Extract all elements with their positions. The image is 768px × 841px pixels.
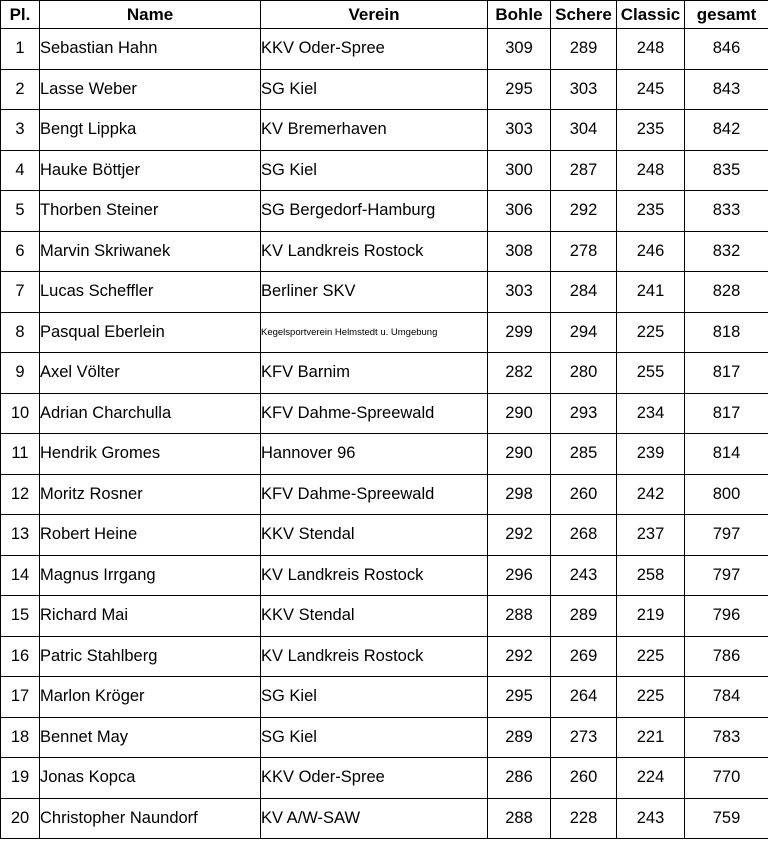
cell-bohle: 290 (488, 434, 551, 475)
cell-name: Richard Mai (40, 596, 261, 637)
cell-classic: 235 (617, 110, 685, 151)
cell-name: Christopher Naundorf (40, 798, 261, 839)
cell-bohle: 303 (488, 272, 551, 313)
cell-verein: SG Kiel (261, 150, 488, 191)
header-name: Name (40, 1, 261, 29)
cell-bohle: 289 (488, 717, 551, 758)
cell-classic: 234 (617, 393, 685, 434)
cell-gesamt: 817 (685, 353, 768, 394)
cell-name: Adrian Charchulla (40, 393, 261, 434)
cell-classic: 235 (617, 191, 685, 232)
cell-bohle: 292 (488, 636, 551, 677)
cell-gesamt: 784 (685, 677, 768, 718)
cell-place: 12 (1, 474, 40, 515)
cell-classic: 255 (617, 353, 685, 394)
cell-classic: 219 (617, 596, 685, 637)
cell-verein: SG Kiel (261, 677, 488, 718)
cell-place: 17 (1, 677, 40, 718)
cell-gesamt: 797 (685, 515, 768, 556)
cell-classic: 221 (617, 717, 685, 758)
cell-name: Hauke Böttjer (40, 150, 261, 191)
table-row (1, 555, 768, 596)
cell-verein: KV Bremerhaven (261, 110, 488, 151)
cell-schere: 260 (551, 474, 617, 515)
cell-schere: 294 (551, 312, 617, 353)
cell-bohle: 298 (488, 474, 551, 515)
table-row (1, 758, 768, 799)
cell-place: 18 (1, 717, 40, 758)
table-row (1, 717, 768, 758)
cell-schere: 304 (551, 110, 617, 151)
table-body (1, 29, 768, 839)
cell-gesamt: 818 (685, 312, 768, 353)
cell-bohle: 309 (488, 29, 551, 70)
cell-place: 16 (1, 636, 40, 677)
header-classic: Classic (617, 1, 685, 29)
table-row (1, 272, 768, 313)
cell-name: Sebastian Hahn (40, 29, 261, 70)
cell-bohle: 295 (488, 677, 551, 718)
cell-bohle: 295 (488, 69, 551, 110)
cell-bohle: 300 (488, 150, 551, 191)
cell-place: 11 (1, 434, 40, 475)
cell-bohle: 303 (488, 110, 551, 151)
cell-bohle: 292 (488, 515, 551, 556)
cell-bohle: 286 (488, 758, 551, 799)
table-row (1, 636, 768, 677)
header-bohle: Bohle (488, 1, 551, 29)
cell-schere: 228 (551, 798, 617, 839)
cell-place: 13 (1, 515, 40, 556)
cell-classic: 258 (617, 555, 685, 596)
cell-verein: SG Kiel (261, 717, 488, 758)
table-row (1, 150, 768, 191)
cell-schere: 278 (551, 231, 617, 272)
cell-verein: SG Bergedorf-Hamburg (261, 191, 488, 232)
cell-gesamt: 797 (685, 555, 768, 596)
cell-classic: 225 (617, 636, 685, 677)
cell-verein: KFV Dahme-Spreewald (261, 393, 488, 434)
cell-schere: 284 (551, 272, 617, 313)
cell-verein: KKV Stendal (261, 515, 488, 556)
cell-classic: 225 (617, 312, 685, 353)
cell-name: Lucas Scheffler (40, 272, 261, 313)
cell-place: 1 (1, 29, 40, 70)
cell-classic: 245 (617, 69, 685, 110)
cell-place: 15 (1, 596, 40, 637)
cell-gesamt: 846 (685, 29, 768, 70)
cell-schere: 260 (551, 758, 617, 799)
cell-name: Lasse Weber (40, 69, 261, 110)
cell-name: Bennet May (40, 717, 261, 758)
table-row (1, 434, 768, 475)
cell-gesamt: 835 (685, 150, 768, 191)
cell-gesamt: 814 (685, 434, 768, 475)
cell-verein: KKV Oder-Spree (261, 29, 488, 70)
cell-bohle: 282 (488, 353, 551, 394)
cell-verein: Berliner SKV (261, 272, 488, 313)
cell-name: Marvin Skriwanek (40, 231, 261, 272)
cell-name: Jonas Kopca (40, 758, 261, 799)
cell-verein: KV Landkreis Rostock (261, 555, 488, 596)
cell-classic: 243 (617, 798, 685, 839)
cell-bohle: 299 (488, 312, 551, 353)
cell-verein: KV Landkreis Rostock (261, 636, 488, 677)
cell-place: 8 (1, 312, 40, 353)
table-row (1, 474, 768, 515)
cell-gesamt: 800 (685, 474, 768, 515)
table-row (1, 231, 768, 272)
cell-classic: 246 (617, 231, 685, 272)
cell-gesamt: 796 (685, 596, 768, 637)
cell-schere: 285 (551, 434, 617, 475)
cell-gesamt: 770 (685, 758, 768, 799)
table-row (1, 677, 768, 718)
cell-name: Marlon Kröger (40, 677, 261, 718)
cell-classic: 237 (617, 515, 685, 556)
header-verein: Verein (261, 1, 488, 29)
cell-verein: KV A/W-SAW (261, 798, 488, 839)
table-row (1, 353, 768, 394)
cell-verein: KKV Stendal (261, 596, 488, 637)
cell-gesamt: 832 (685, 231, 768, 272)
cell-schere: 243 (551, 555, 617, 596)
cell-name: Hendrik Gromes (40, 434, 261, 475)
cell-schere: 269 (551, 636, 617, 677)
cell-schere: 280 (551, 353, 617, 394)
header-schere: Schere (551, 1, 617, 29)
cell-verein: KFV Dahme-Spreewald (261, 474, 488, 515)
cell-place: 3 (1, 110, 40, 151)
cell-place: 5 (1, 191, 40, 232)
cell-schere: 273 (551, 717, 617, 758)
table-row (1, 29, 768, 70)
table-row (1, 393, 768, 434)
cell-bohle: 288 (488, 596, 551, 637)
cell-schere: 289 (551, 29, 617, 70)
cell-name: Pasqual Eberlein (40, 312, 261, 353)
cell-gesamt: 843 (685, 69, 768, 110)
cell-place: 10 (1, 393, 40, 434)
cell-schere: 287 (551, 150, 617, 191)
cell-place: 19 (1, 758, 40, 799)
table-row (1, 515, 768, 556)
header-row (1, 1, 768, 29)
cell-name: Robert Heine (40, 515, 261, 556)
cell-gesamt: 833 (685, 191, 768, 232)
cell-place: 6 (1, 231, 40, 272)
table-row (1, 191, 768, 232)
cell-gesamt: 842 (685, 110, 768, 151)
cell-bohle: 306 (488, 191, 551, 232)
cell-gesamt: 786 (685, 636, 768, 677)
cell-verein: KFV Barnim (261, 353, 488, 394)
cell-name: Magnus Irrgang (40, 555, 261, 596)
cell-gesamt: 759 (685, 798, 768, 839)
table-row (1, 596, 768, 637)
cell-gesamt: 817 (685, 393, 768, 434)
cell-place: 14 (1, 555, 40, 596)
cell-schere: 293 (551, 393, 617, 434)
cell-schere: 292 (551, 191, 617, 232)
cell-place: 9 (1, 353, 40, 394)
cell-bohle: 290 (488, 393, 551, 434)
cell-verein: Hannover 96 (261, 434, 488, 475)
cell-schere: 303 (551, 69, 617, 110)
cell-name: Moritz Rosner (40, 474, 261, 515)
cell-place: 7 (1, 272, 40, 313)
header-gesamt: gesamt (685, 1, 768, 29)
cell-classic: 248 (617, 150, 685, 191)
cell-bohle: 288 (488, 798, 551, 839)
table-row (1, 110, 768, 151)
cell-classic: 241 (617, 272, 685, 313)
cell-schere: 289 (551, 596, 617, 637)
cell-classic: 225 (617, 677, 685, 718)
cell-classic: 248 (617, 29, 685, 70)
cell-classic: 239 (617, 434, 685, 475)
cell-place: 4 (1, 150, 40, 191)
cell-verein: KV Landkreis Rostock (261, 231, 488, 272)
cell-name: Patric Stahlberg (40, 636, 261, 677)
cell-gesamt: 828 (685, 272, 768, 313)
cell-name: Axel Völter (40, 353, 261, 394)
cell-classic: 224 (617, 758, 685, 799)
cell-bohle: 296 (488, 555, 551, 596)
cell-place: 2 (1, 69, 40, 110)
cell-gesamt: 783 (685, 717, 768, 758)
cell-classic: 242 (617, 474, 685, 515)
cell-bohle: 308 (488, 231, 551, 272)
cell-schere: 264 (551, 677, 617, 718)
cell-name: Bengt Lippka (40, 110, 261, 151)
table-row (1, 798, 768, 839)
table-row (1, 69, 768, 110)
cell-verein: SG Kiel (261, 69, 488, 110)
cell-verein: Kegelsportverein Helmstedt u. Umgebung (261, 312, 488, 353)
cell-place: 20 (1, 798, 40, 839)
cell-verein: KKV Oder-Spree (261, 758, 488, 799)
header-pl: Pl. (1, 1, 40, 29)
cell-schere: 268 (551, 515, 617, 556)
cell-name: Thorben Steiner (40, 191, 261, 232)
table-row (1, 312, 768, 353)
